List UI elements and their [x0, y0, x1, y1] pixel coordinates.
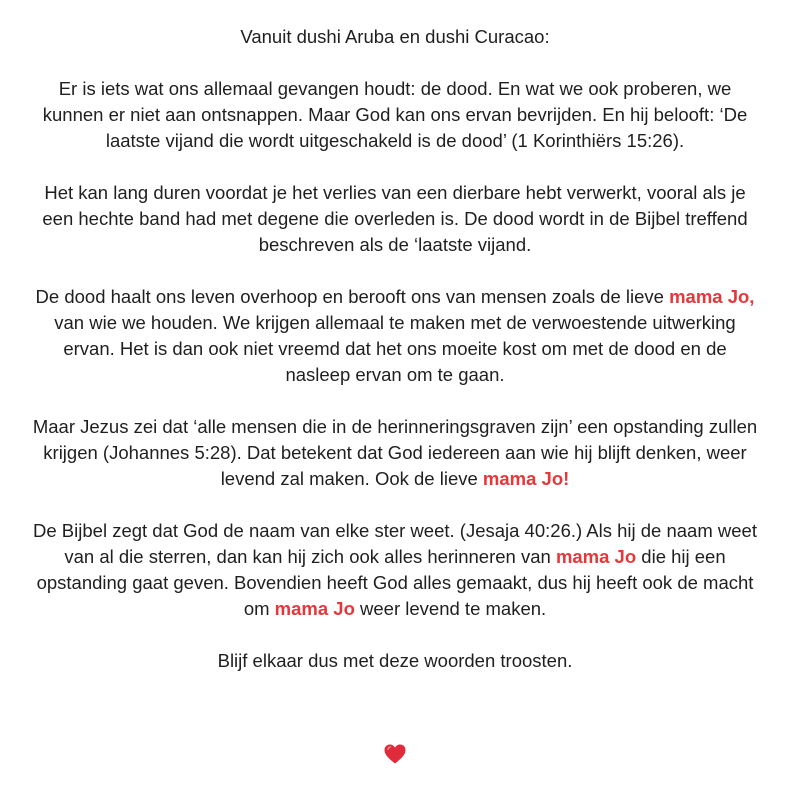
paragraph-text: die hij een opstanding gaat geven. Bovendien heeft God alles gemaakt, dus hij heeft ook de macht om [36, 546, 754, 619]
paragraph-death-enemy: Er is iets wat ons allemaal gevangen houdt: de dood. En wat we ook proberen, we kunnen er niet aan ontsnappen. Maar God kan ons ervan bevrijden. En hij belooft: ‘De laatste vijand die wordt uitgeschakeld is de dood’ (1 Korinthiërs 15:26). [42, 78, 748, 151]
heart-icon [383, 742, 407, 766]
paragraph-grief: Het kan lang duren voordat je het verlies van een dierbare hebt verwerkt, vooral als je een hechte band had met degene die overleden is. De dood wordt in de Bijbel treffend beschreven als de ‘laatste vijand. [42, 182, 748, 255]
closing-line: Blijf elkaar dus met deze woorden troosten. [217, 650, 573, 671]
paragraph-text: van wie we houden. We krijgen allemaal te maken met de verwoestende uitwerking ervan. Het is dan ook niet vreemd dat het ons moeite kost om met de dood en de nasleep ervan om te gaan. [54, 312, 736, 385]
highlighted-name: mama Jo [555, 546, 637, 567]
highlighted-name: mama Jo, [669, 286, 755, 307]
greeting: Vanuit dushi Aruba en dushi Curacao: [240, 26, 550, 47]
highlighted-name: mama Jo [274, 598, 355, 619]
highlighted-name: mama Jo! [482, 468, 570, 489]
paragraph-text: De Bijbel zegt dat God de naam van elke ster weet. (Jesaja 40:26.) Als hij de naam weet van al die sterren, dan kan hij zich ook alles herinneren van [33, 520, 757, 567]
paragraph-loss [30, 284, 760, 388]
paragraph-text: weer levend te maken. [360, 598, 547, 619]
paragraph-text: Maar Jezus zei dat ‘alle mensen die in de herinneringsgraven zijn’ een opstanding zullen krijgen (Johannes 5:28). Dat betekent dat God iedereen aan wie hij blijft denken, weer levend zal maken. Ook de lieve [32, 416, 758, 489]
paragraph-stars [30, 518, 760, 622]
paragraph-text: De dood haalt ons leven overhoop en berooft ons van mensen zoals de lieve [35, 286, 664, 307]
paragraph-resurrection [30, 414, 760, 492]
